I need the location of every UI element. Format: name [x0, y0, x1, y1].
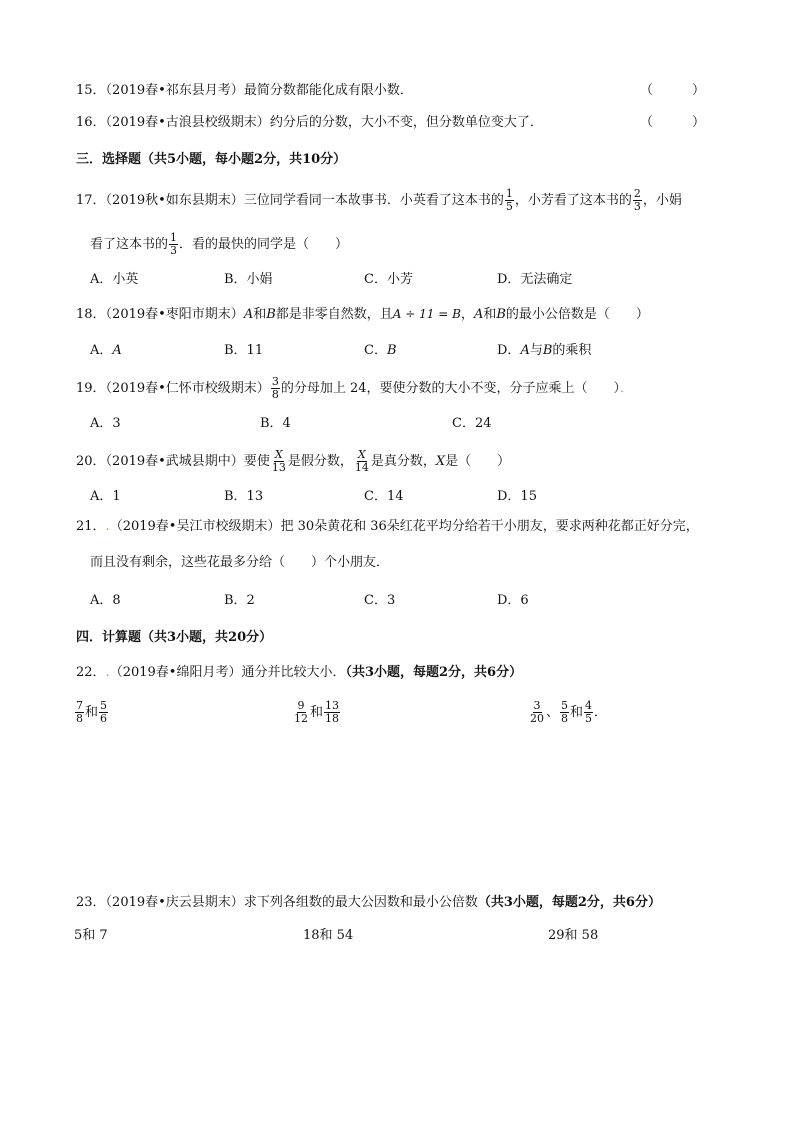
- question-number: 23．: [76, 895, 106, 910]
- numerator: 1: [505, 187, 513, 200]
- end-mark: ．: [594, 705, 608, 720]
- question-text: 是真分数，: [370, 454, 436, 469]
- question-text: 最简分数都能化成有限小数．: [243, 83, 413, 98]
- fraction-3-8: [271, 376, 280, 401]
- denominator: 6: [100, 712, 108, 725]
- question-17-cont: [90, 232, 348, 257]
- connector: 和: [85, 705, 99, 720]
- fraction-x-13: [271, 449, 287, 474]
- numerator: 1: [170, 231, 178, 244]
- question-text: 三位同学看同一本故事书．小英看了这本书的: [243, 193, 504, 208]
- denominator: 5: [505, 200, 513, 213]
- connector: 和: [310, 705, 324, 720]
- question-text: 是（ ）: [445, 454, 511, 469]
- numerator: 9: [297, 699, 305, 712]
- question-21-cont: 而且没有剩余，这些花最多分给（ ）个小朋友．: [90, 555, 390, 570]
- question-23: [76, 893, 661, 913]
- question-text: 的分母加上 24，要使分数的大小不变，分子应乘上（ ）: [280, 381, 620, 396]
- question-text: ．看的最快的同学是（ ）: [179, 237, 349, 252]
- option-text: 与: [529, 343, 543, 358]
- denominator: 12: [294, 712, 308, 725]
- question-number: 15．: [76, 83, 106, 98]
- fraction: [529, 700, 545, 725]
- option-a[interactable]: A．3: [90, 416, 121, 431]
- denominator: 3: [633, 200, 641, 213]
- variable-x: X: [435, 454, 446, 469]
- numerator: 3: [271, 375, 279, 388]
- option-letter: C．: [364, 343, 387, 358]
- variable-b: B: [496, 307, 506, 322]
- marker-dot: .: [105, 519, 110, 534]
- variable-b: B: [266, 307, 276, 322]
- option-c[interactable]: C．24: [452, 416, 492, 431]
- option-b[interactable]: B．4: [260, 416, 291, 431]
- question-text: 都是非零自然数，且: [275, 307, 393, 322]
- question-source: （2019春•绵阳月考）: [109, 665, 242, 680]
- question-text: 和: [253, 307, 267, 322]
- question-text: ．: [620, 381, 634, 396]
- question-text: 要使: [243, 454, 270, 469]
- question-17: [76, 188, 682, 213]
- question-source: （2019春•枣阳市期末）: [105, 307, 244, 322]
- compare-group-2: [292, 700, 341, 725]
- question-text: ，小芳看了这本书的: [514, 193, 632, 208]
- question-text: 求下列各组数的最大公因数和最小公倍数: [243, 895, 478, 910]
- numerator: 7: [76, 699, 83, 712]
- marker-dot: .: [105, 665, 110, 680]
- question-source: （2019春•武城县期中）: [105, 454, 244, 469]
- number-pair-3: 29和 58: [548, 928, 599, 943]
- option-a[interactable]: [90, 341, 122, 361]
- option-a[interactable]: A．1: [90, 489, 121, 504]
- option-text: A: [112, 343, 122, 358]
- option-c[interactable]: C．14: [364, 489, 404, 504]
- section-title-choice: 三．选择题（共5小题，每小题2分，共10分）: [76, 152, 347, 167]
- question-text: ，: [460, 307, 474, 322]
- option-b[interactable]: B．2: [224, 593, 255, 608]
- fraction-1-5: [505, 188, 514, 213]
- question-number: 16．: [76, 115, 106, 130]
- section-title-calculation: 四．计算题（共3小题，共20分）: [76, 630, 273, 645]
- numerator: 13: [325, 699, 340, 712]
- variable-a: A: [473, 307, 484, 322]
- question-text: 看了这本书的: [90, 237, 169, 252]
- option-a[interactable]: A．8: [90, 593, 121, 608]
- score-note: （共3小题，每题2分，共6分）: [477, 895, 661, 910]
- option-text: B: [542, 343, 553, 358]
- question-number: 22．: [76, 665, 106, 680]
- question-text: 通分并比较大小．: [241, 665, 346, 680]
- question-number: 21．: [76, 519, 106, 534]
- question-text: 把 30朵黄花和 36朵红花平均分给若干小朋友，要求两种花都正好分完，: [280, 519, 699, 534]
- fraction-1-3: [169, 232, 178, 257]
- denominator: 13: [271, 461, 286, 474]
- question-19: [76, 376, 633, 401]
- option-d[interactable]: D．6: [497, 593, 529, 608]
- question-20: [76, 449, 510, 474]
- numerator: 3: [533, 699, 541, 712]
- score-note: （共3小题，每题2分，共6分）: [345, 665, 523, 680]
- fraction: [75, 700, 84, 725]
- variable-a: A: [243, 307, 254, 322]
- denominator: 20: [530, 712, 544, 725]
- option-d[interactable]: D．15: [497, 489, 537, 504]
- answer-blank-15[interactable]: （ ）: [640, 83, 706, 98]
- option-b[interactable]: B．13: [224, 489, 264, 504]
- option-text: A: [520, 343, 530, 358]
- option-letter: D．: [497, 343, 521, 358]
- fraction: [584, 700, 593, 725]
- question-source: （2019春•古浪县校级期末）: [105, 115, 270, 130]
- question-16: [76, 113, 543, 133]
- numerator: X: [357, 448, 366, 461]
- question-15: [76, 81, 413, 101]
- separator: 、: [546, 705, 560, 720]
- question-text: ，小娟: [642, 193, 682, 208]
- question-text: 的最小公倍数是（ ）: [505, 307, 649, 322]
- denominator: 8: [561, 712, 569, 725]
- denominator: 8: [271, 388, 279, 401]
- option-letter: A．: [90, 343, 113, 358]
- denominator: 3: [170, 244, 178, 257]
- numerator: 5: [100, 699, 108, 712]
- option-c[interactable]: C．小芳: [364, 272, 413, 287]
- fraction: [99, 700, 108, 725]
- question-text: 和: [483, 307, 497, 322]
- option-text: 的乘积: [552, 343, 592, 358]
- numerator: 5: [561, 699, 569, 712]
- fraction-x-14: [354, 449, 370, 474]
- number-pair-2: 18和 54: [303, 928, 354, 943]
- numerator: X: [274, 448, 283, 461]
- question-18: [76, 304, 649, 325]
- question-source: （2019春•吴江市校级期末）: [109, 519, 281, 534]
- fraction: [560, 700, 569, 725]
- option-b[interactable]: B．小娟: [224, 272, 273, 287]
- question-number: 19．: [76, 381, 106, 396]
- denominator: 14: [354, 461, 369, 474]
- connector: 和: [570, 705, 584, 720]
- denominator: 5: [585, 712, 593, 725]
- question-number: 18．: [76, 307, 106, 322]
- compare-group-1: [74, 700, 109, 725]
- fraction: [324, 700, 340, 725]
- question-text: 约分后的分数，大小不变，但分数单位变大了．: [269, 115, 543, 130]
- fraction-2-3: [633, 188, 642, 213]
- number-pair-1: 5和 7: [74, 928, 108, 943]
- option-d[interactable]: [497, 341, 591, 361]
- option-c[interactable]: [364, 341, 397, 361]
- numerator: 4: [585, 699, 593, 712]
- option-text: B: [386, 343, 397, 358]
- numerator: 2: [633, 187, 641, 200]
- question-21: [76, 517, 699, 537]
- question-text: 是假分数，: [287, 454, 353, 469]
- denominator: 18: [325, 712, 340, 725]
- option-b[interactable]: B．11: [224, 343, 264, 358]
- question-source: （2019春•祁东县月考）: [105, 83, 244, 98]
- option-a[interactable]: A．小英: [90, 272, 139, 287]
- question-number: 17．: [76, 193, 106, 208]
- question-22: [76, 663, 522, 683]
- option-d[interactable]: D．无法确定: [497, 272, 573, 287]
- compare-group-3: [528, 700, 607, 725]
- equation: A ÷ 11 = B: [392, 307, 461, 321]
- question-source: （2019秋•如东县期末）: [105, 193, 244, 208]
- question-number: 20．: [76, 454, 106, 469]
- option-c[interactable]: C．3: [364, 593, 396, 608]
- question-source: （2019春•庆云县期末）: [105, 895, 244, 910]
- answer-blank-16[interactable]: （ ）: [640, 115, 706, 130]
- fraction: [293, 700, 309, 725]
- question-source: （2019春•仁怀市校级期末）: [105, 381, 270, 396]
- denominator: 8: [76, 712, 83, 725]
